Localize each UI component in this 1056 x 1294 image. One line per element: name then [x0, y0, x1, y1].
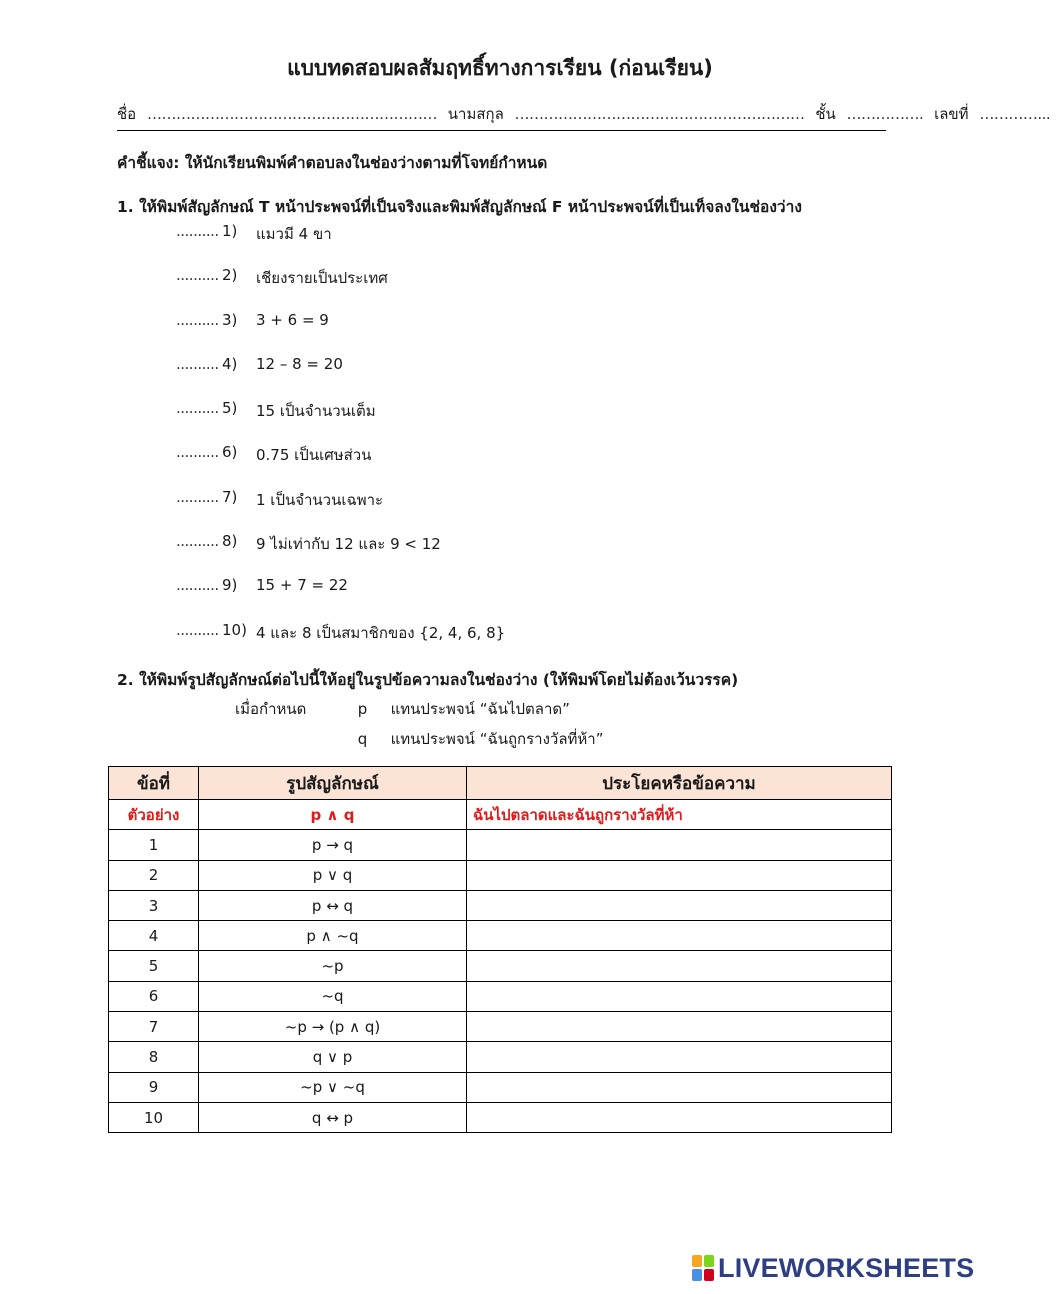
item-number: 9) — [222, 576, 238, 595]
item-text: แมวมี 4 ขา — [256, 225, 332, 243]
row-symbol: q ↔ p — [199, 1102, 467, 1132]
row-symbol: p ∨ q — [199, 860, 467, 890]
list-item — [176, 576, 505, 620]
header-sentence: ประโยคหรือข้อความ — [467, 767, 892, 800]
list-item — [176, 399, 505, 443]
answer-cell[interactable] — [467, 1012, 892, 1042]
item-text: 15 + 7 = 22 — [256, 576, 348, 595]
item-text: 3 + 6 = 9 — [256, 310, 329, 329]
answer-blank[interactable]: .......... — [176, 620, 219, 639]
row-number: 3 — [109, 890, 199, 920]
answer-blank[interactable]: .......... — [176, 399, 219, 418]
liveworksheets-logo[interactable] — [692, 1253, 974, 1283]
answer-blank[interactable]: .......... — [176, 487, 219, 506]
table-row — [109, 951, 892, 981]
answer-cell[interactable] — [467, 830, 892, 860]
list-item — [176, 311, 505, 355]
list-item — [176, 266, 505, 310]
item-number: 4) — [222, 354, 238, 373]
student-info-line — [117, 102, 1051, 131]
true-false-list — [176, 222, 505, 665]
row-number: 10 — [109, 1102, 199, 1132]
row-number: 1 — [109, 830, 199, 860]
row-symbol: p ∧ ~q — [199, 921, 467, 951]
row-symbol: q ∨ p — [199, 1042, 467, 1072]
row-number: 4 — [109, 921, 199, 951]
list-item — [176, 488, 505, 532]
table-header-row — [109, 767, 892, 800]
answer-blank[interactable]: .......... — [176, 532, 219, 551]
list-item — [176, 532, 505, 576]
table-row — [109, 830, 892, 860]
item-number: 8) — [222, 532, 238, 551]
answer-cell[interactable] — [467, 860, 892, 890]
given-p-line — [235, 697, 570, 721]
q-variable: q — [357, 730, 368, 748]
row-symbol: p ↔ q — [199, 890, 467, 920]
surname-label: นามสกุล — [447, 105, 504, 123]
table-row — [109, 890, 892, 920]
item-text: 15 เป็นจำนวนเต็ม — [256, 402, 376, 421]
table-row — [109, 1042, 892, 1072]
answer-cell[interactable] — [467, 951, 892, 981]
row-number: 6 — [109, 981, 199, 1011]
surname-blank[interactable]: …………………………………………………… — [514, 105, 805, 123]
row-number: 5 — [109, 951, 199, 981]
header-number: ข้อที่ — [109, 767, 199, 800]
example-row — [109, 800, 892, 830]
table-row — [109, 981, 892, 1011]
table-row — [109, 1012, 892, 1042]
item-number: 1) — [222, 222, 238, 240]
item-number: 2) — [222, 266, 238, 285]
table-row — [109, 921, 892, 951]
item-number: 3) — [222, 310, 238, 329]
section1-heading: 1. ให้พิมพ์สัญลักษณ์ T หน้าประพจน์ที่เป็นจริงและพิมพ์สัญลักษณ์ F หน้าประพจน์ที่เป็นเท็จลงในช่องว่าง — [117, 198, 802, 216]
item-number: 6) — [222, 443, 238, 462]
given-q-line — [235, 727, 604, 751]
answer-blank[interactable]: .......... — [176, 443, 219, 462]
row-number: 7 — [109, 1012, 199, 1042]
given-label: เมื่อกำหนด — [235, 700, 307, 718]
item-text: 0.75 เป็นเศษส่วน — [256, 446, 372, 465]
number-blank[interactable]: …………... — [979, 105, 1051, 123]
answer-blank[interactable]: .......... — [176, 354, 219, 373]
item-text: 1 เป็นจำนวนเฉพาะ — [256, 490, 384, 509]
answer-blank[interactable]: .......... — [176, 310, 219, 329]
example-sentence: ฉันไปตลาดและฉันถูกรางวัลที่ห้า — [467, 800, 892, 830]
header-symbol: รูปสัญลักษณ์ — [199, 767, 467, 800]
section2-heading: 2. ให้พิมพ์รูปสัญลักษณ์ต่อไปนี้ให้อยู่ในรูปข้อความลงในช่องว่าง (ให้พิมพ์โดยไม่ต้องเว้นวรรค) — [117, 671, 739, 689]
answer-blank[interactable]: .......... — [176, 222, 219, 240]
row-number: 2 — [109, 860, 199, 890]
class-label: ชั้น — [815, 105, 836, 123]
row-symbol: ~p ∨ ~q — [199, 1072, 467, 1102]
p-definition: แทนประพจน์ “ฉันไปตลาด” — [390, 700, 570, 718]
class-blank[interactable]: ……………. — [846, 105, 924, 123]
instructions: คำชี้แจง: ให้นักเรียนพิมพ์คำตอบลงในช่องว่างตามที่โจทย์กำหนด — [117, 154, 548, 172]
answer-blank[interactable]: .......... — [176, 266, 219, 285]
list-item — [176, 355, 505, 399]
item-text: 4 และ 8 เป็นสมาชิกของ {2, 4, 6, 8} — [256, 623, 506, 642]
answer-cell[interactable] — [467, 1042, 892, 1072]
name-blank[interactable]: …………………………………………………… — [146, 105, 437, 123]
answer-cell[interactable] — [467, 981, 892, 1011]
answer-cell[interactable] — [467, 921, 892, 951]
q-definition: แทนประพจน์ “ฉันถูกรางวัลที่ห้า” — [390, 730, 604, 748]
example-label: ตัวอย่าง — [109, 800, 199, 830]
row-number: 8 — [109, 1042, 199, 1072]
answer-cell[interactable] — [467, 1102, 892, 1132]
item-text: 12 – 8 = 20 — [256, 354, 343, 373]
number-label: เลขที่ — [934, 105, 969, 123]
row-symbol: p → q — [199, 830, 467, 860]
list-item — [176, 222, 505, 266]
page-title: แบบทดสอบผลสัมฤทธิ์ทางการเรียน (ก่อนเรียน) — [287, 56, 713, 80]
item-text: เชียงรายเป็นประเทศ — [256, 269, 388, 288]
item-number: 5) — [222, 399, 238, 418]
item-number: 7) — [222, 487, 238, 506]
answer-blank[interactable]: .......... — [176, 576, 219, 595]
table-row — [109, 1072, 892, 1102]
name-label: ชื่อ — [117, 105, 137, 123]
example-symbol: p ∧ q — [199, 800, 467, 830]
list-item — [176, 621, 505, 665]
list-item — [176, 443, 505, 487]
liveworksheets-logo-icon — [692, 1255, 714, 1281]
item-text: 9 ไม่เท่ากับ 12 และ 9 < 12 — [256, 535, 441, 554]
p-variable: p — [357, 700, 368, 718]
row-symbol: ~p → (p ∧ q) — [199, 1012, 467, 1042]
logo-text: LIVEWORKSHEETS — [718, 1252, 975, 1283]
symbol-translation-table — [108, 766, 892, 1133]
row-symbol: ~q — [199, 981, 467, 1011]
answer-cell[interactable] — [467, 890, 892, 920]
table-row — [109, 1102, 892, 1132]
row-number: 9 — [109, 1072, 199, 1102]
item-number: 10) — [222, 620, 247, 639]
row-symbol: ~p — [199, 951, 467, 981]
answer-cell[interactable] — [467, 1072, 892, 1102]
table-row — [109, 860, 892, 890]
